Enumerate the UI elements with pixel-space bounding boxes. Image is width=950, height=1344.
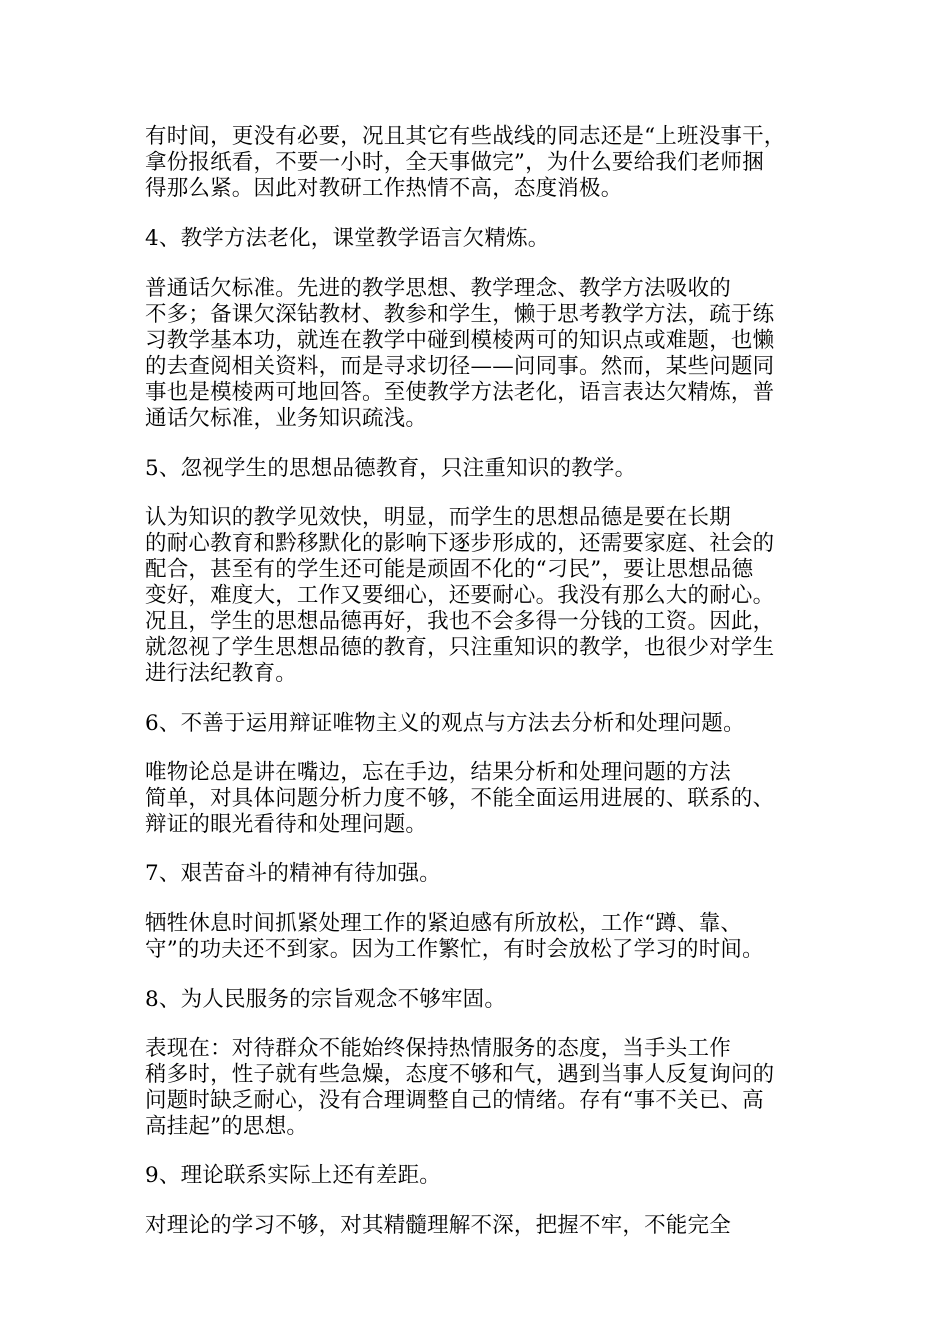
text-line: 进行法纪教育。 <box>145 661 297 686</box>
text-line: 就忽视了学生思想品德的教育，只注重知识的教学，也很少对学生 <box>145 635 775 660</box>
text-line: 事也是模棱两可地回答。至使教学方法老化，语言表达欠精炼，普 <box>145 380 775 405</box>
text-line: 况且，学生的思想品德再好，我也不会多得一分钱的工资。因此， <box>145 609 775 634</box>
text-line: 表现在：对待群众不能始终保持热情服务的态度，当手头工作 <box>145 1036 731 1061</box>
text-line: 唯物论总是讲在嘴边，忘在手边，结果分析和处理问题的方法 <box>145 760 731 785</box>
text-line: 得那么紧。因此对教研工作热情不高，态度消极。 <box>145 176 623 201</box>
text-line: 简单，对具体问题分析力度不够，不能全面运用进展的、联系的、 <box>145 786 775 811</box>
section-heading-7: 7、艰苦奋斗的精神有待加强。 <box>145 861 441 886</box>
text-line: 对理论的学习不够，对其精髓理解不深，把握不牢，不能完全 <box>145 1213 731 1238</box>
text-line: 通话欠标准，业务知识疏浅。 <box>145 406 428 431</box>
text-line: 辩证的眼光看待和处理问题。 <box>145 812 428 837</box>
text-line: 有时间，更没有必要，况且其它有些战线的同志还是“上班没事干， <box>145 124 786 149</box>
text-line: 稍多时，性子就有些急燥，态度不够和气，遇到当事人反复询问的 <box>145 1062 775 1087</box>
section-heading-4: 4、教学方法老化，课堂教学语言欠精炼。 <box>145 226 550 251</box>
section-heading-6: 6、不善于运用辩证唯物主义的观点与方法去分析和处理问题。 <box>145 711 745 736</box>
text-line: 认为知识的教学见效快，明显，而学生的思想品德是要在长期 <box>145 505 731 530</box>
section-heading-5: 5、忽视学生的思想品德教育，只注重知识的教学。 <box>145 456 637 481</box>
text-line: 习教学基本功，就连在教学中碰到模棱两可的知识点或难题，也懒 <box>145 328 775 353</box>
text-line: 的耐心教育和黔移默化的影响下逐步形成的，还需要家庭、社会的 <box>145 531 775 556</box>
text-line: 问题时缺乏耐心，没有合理调整自己的情绪。存有“事不关已、高 <box>145 1088 764 1113</box>
text-line: 变好，难度大，工作又要细心，还要耐心。我没有那么大的耐心。 <box>145 583 775 608</box>
text-line: 拿份报纸看，不要一小时，全天事做完”，为什么要给我们老师捆 <box>145 150 764 175</box>
text-line: 高挂起”的思想。 <box>145 1114 309 1139</box>
section-heading-9: 9、理论联系实际上还有差距。 <box>145 1163 441 1188</box>
text-line: 守”的功夫还不到家。因为工作繁忙，有时会放松了学习的时间。 <box>145 937 764 962</box>
section-heading-8: 8、为人民服务的宗旨观念不够牢固。 <box>145 987 507 1012</box>
text-line: 不多；备课欠深钻教材、教参和学生，懒于思考教学方法，疏于练 <box>145 302 775 327</box>
text-line: 的去查阅相关资料，而是寻求切径——问同事。然而，某些问题同 <box>145 354 775 379</box>
text-line: 牺牲休息时间抓紧处理工作的紧迫感有所放松，工作“蹲、靠、 <box>145 911 743 936</box>
text-line: 配合，甚至有的学生还可能是顽固不化的“刁民”，要让思想品德 <box>145 557 754 582</box>
text-line: 普通话欠标准。先进的教学思想、教学理念、教学方法吸收的 <box>145 276 731 301</box>
